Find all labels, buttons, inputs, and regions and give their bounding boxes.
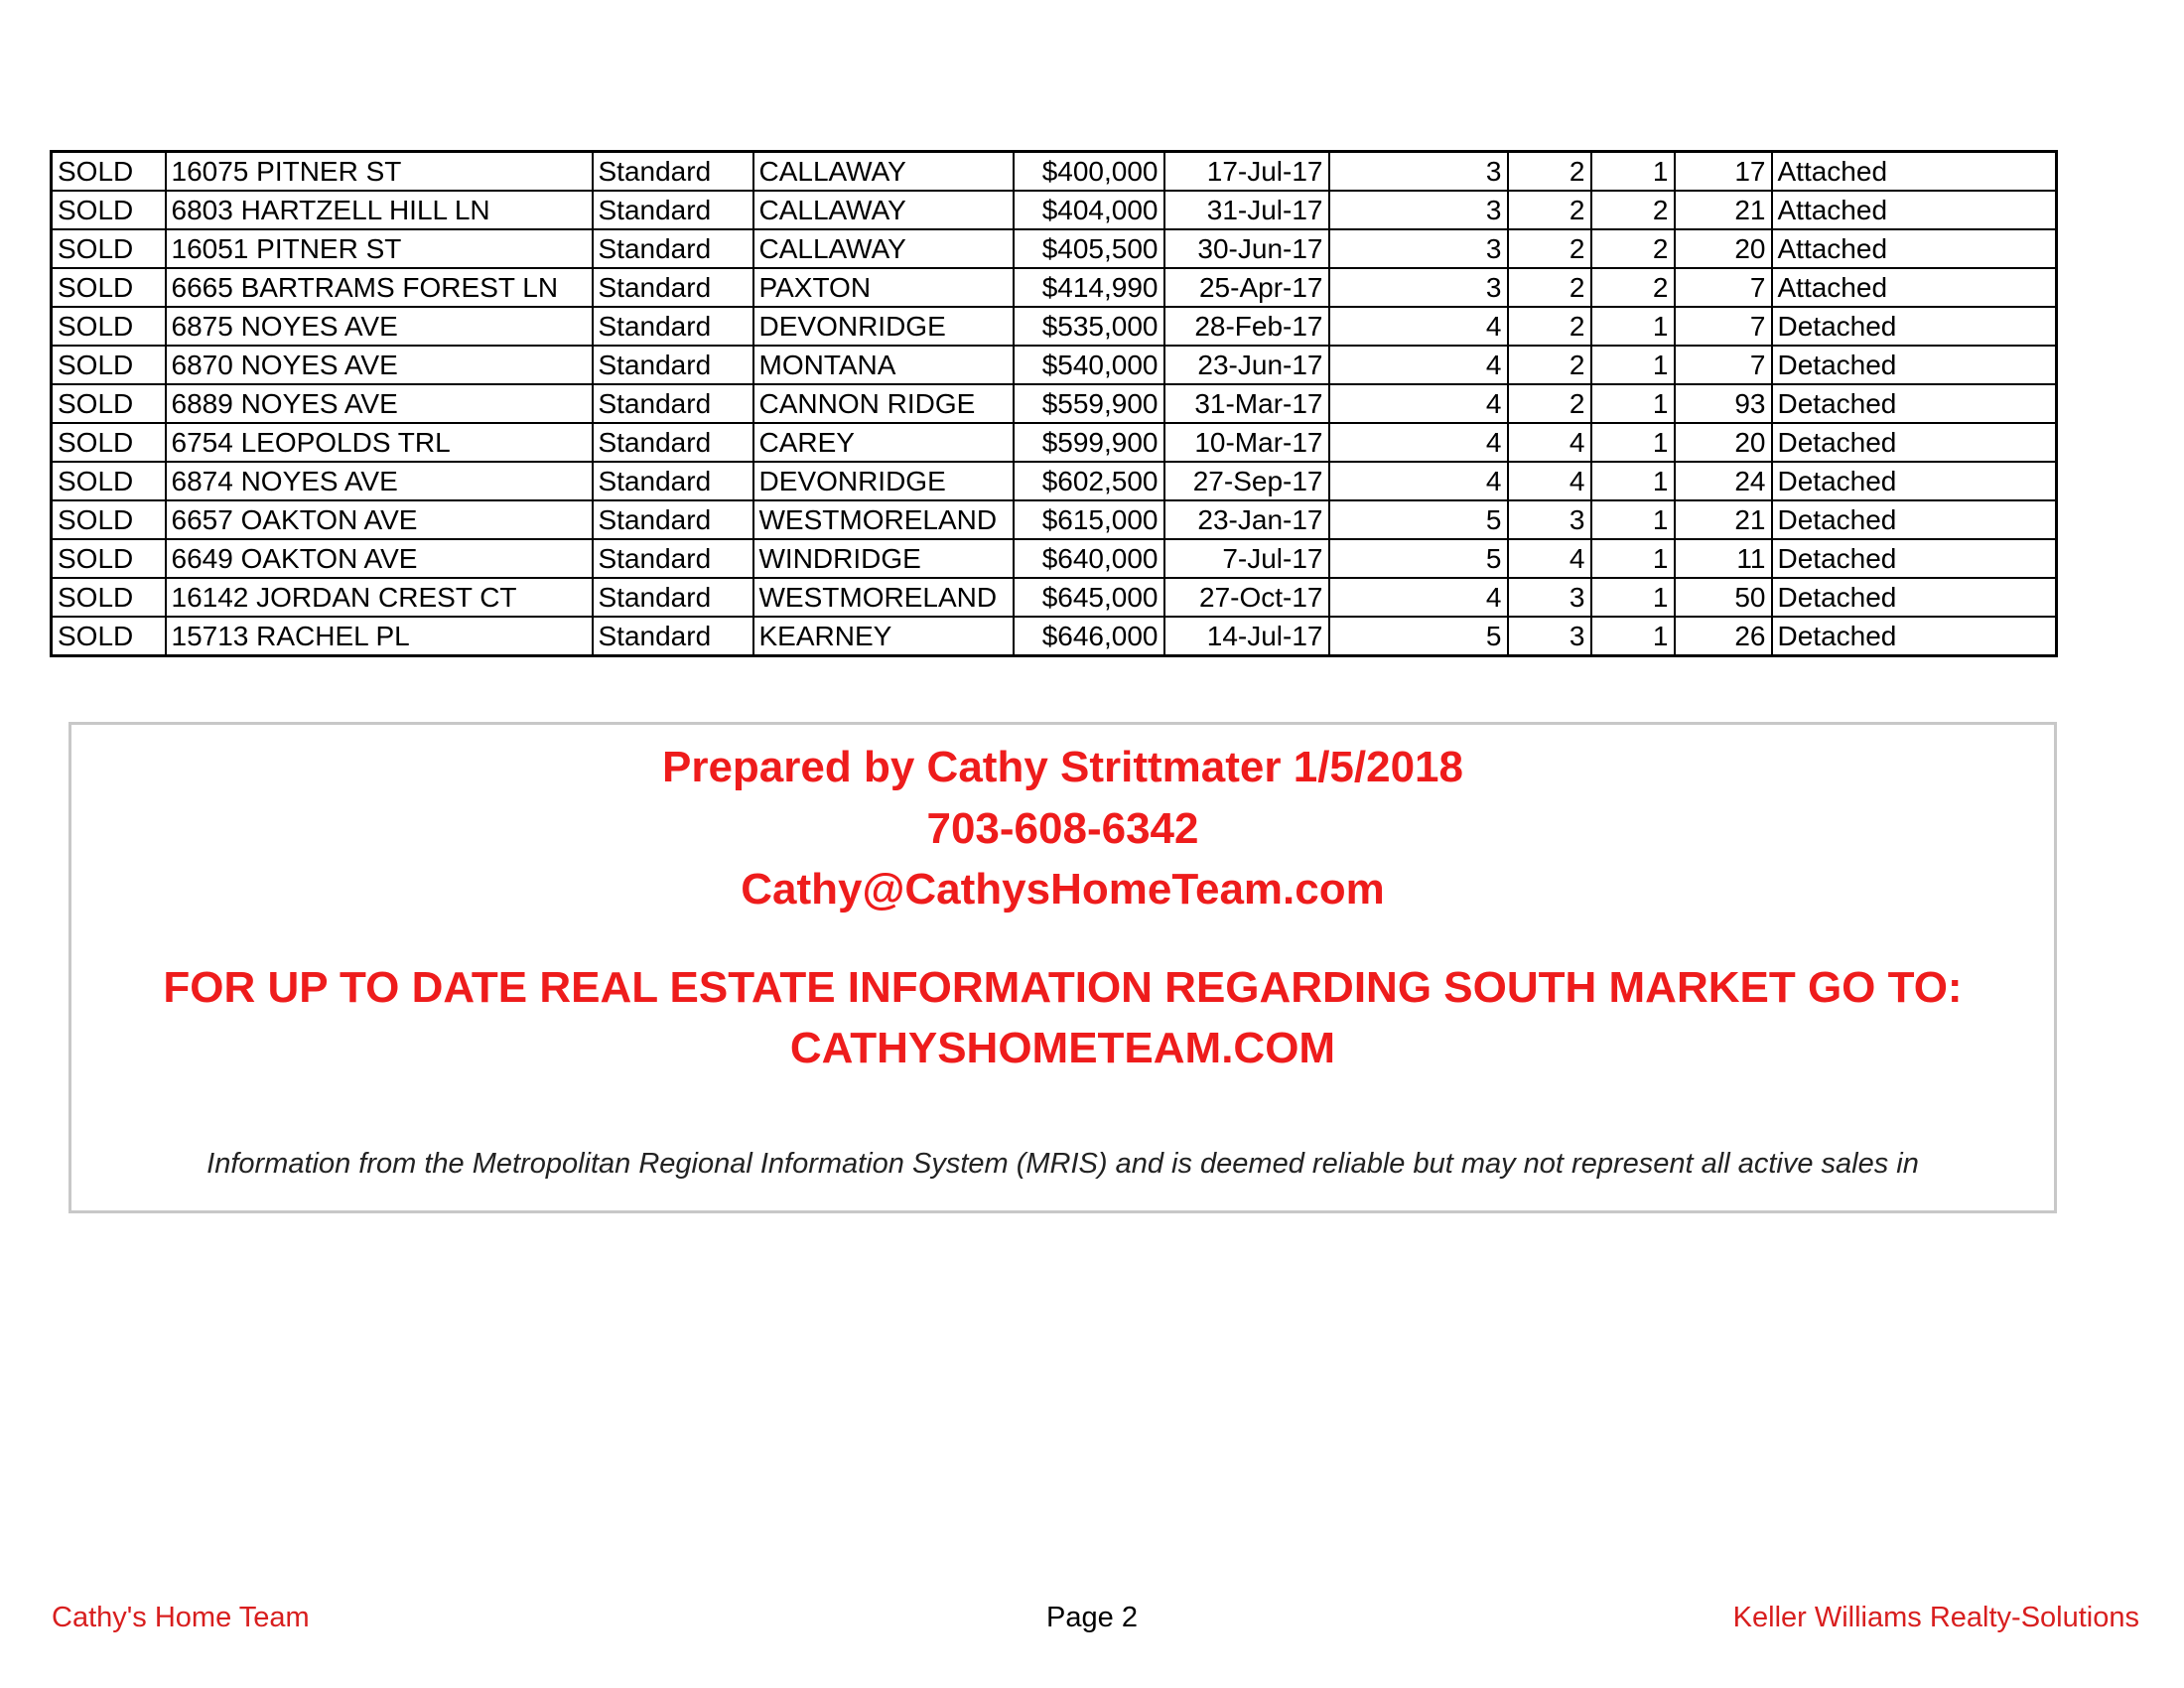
cell-style: Attached [1772, 191, 2057, 229]
cell-date: 31-Mar-17 [1164, 384, 1329, 423]
cell-address: 6754 LEOPOLDS TRL [166, 423, 593, 462]
cell-subdivision: CAREY [753, 423, 1014, 462]
cell-days-on-market: 7 [1675, 346, 1772, 384]
cell-address: 16142 JORDAN CREST CT [166, 578, 593, 617]
cell-full-baths: 2 [1508, 346, 1591, 384]
cell-style: Detached [1772, 578, 2057, 617]
cell-date: 28-Feb-17 [1164, 307, 1329, 346]
cell-full-baths: 2 [1508, 268, 1591, 307]
cell-full-baths: 2 [1508, 191, 1591, 229]
cell-date: 25-Apr-17 [1164, 268, 1329, 307]
cell-sale-type: Standard [593, 617, 753, 656]
cell-half-baths: 1 [1591, 462, 1675, 500]
table-row [52, 539, 2057, 578]
cell-address: 6649 OAKTON AVE [166, 539, 593, 578]
cell-half-baths: 2 [1591, 268, 1675, 307]
table-row [52, 191, 2057, 229]
cell-style: Detached [1772, 462, 2057, 500]
cell-status: SOLD [52, 423, 166, 462]
footer-team-name: Cathy's Home Team [52, 1602, 310, 1633]
cell-beds: 4 [1329, 346, 1508, 384]
cell-address: 6889 NOYES AVE [166, 384, 593, 423]
cell-beds: 3 [1329, 191, 1508, 229]
cell-half-baths: 1 [1591, 617, 1675, 656]
cell-address: 15713 RACHEL PL [166, 617, 593, 656]
cell-beds: 3 [1329, 229, 1508, 268]
cell-date: 23-Jan-17 [1164, 500, 1329, 539]
cell-full-baths: 2 [1508, 384, 1591, 423]
cell-style: Detached [1772, 617, 2057, 656]
cell-style: Detached [1772, 307, 2057, 346]
cell-days-on-market: 17 [1675, 152, 1772, 192]
prepared-by-line: Prepared by Cathy Strittmater 1/5/2018 [661, 743, 1464, 791]
cell-sale-type: Standard [593, 423, 753, 462]
cell-price: $615,000 [1014, 500, 1164, 539]
cell-sale-type: Standard [593, 578, 753, 617]
cell-half-baths: 2 [1591, 229, 1675, 268]
cell-subdivision: DEVONRIDGE [753, 307, 1014, 346]
cell-beds: 4 [1329, 384, 1508, 423]
cell-subdivision: PAXTON [753, 268, 1014, 307]
footer-brokerage: Keller Williams Realty-Solutions [1732, 1602, 2139, 1633]
cell-status: SOLD [52, 617, 166, 656]
cell-style: Detached [1772, 384, 2057, 423]
cell-days-on-market: 24 [1675, 462, 1772, 500]
cell-sale-type: Standard [593, 229, 753, 268]
cell-subdivision: CANNON RIDGE [753, 384, 1014, 423]
cell-style: Detached [1772, 423, 2057, 462]
cell-full-baths: 4 [1508, 462, 1591, 500]
cell-days-on-market: 26 [1675, 617, 1772, 656]
cell-sale-type: Standard [593, 152, 753, 192]
cell-full-baths: 2 [1508, 152, 1591, 192]
cell-status: SOLD [52, 578, 166, 617]
cell-full-baths: 2 [1508, 307, 1591, 346]
cell-status: SOLD [52, 191, 166, 229]
cell-subdivision: CALLAWAY [753, 191, 1014, 229]
cell-full-baths: 3 [1508, 617, 1591, 656]
cell-beds: 3 [1329, 152, 1508, 192]
phone-number: 703-608-6342 [926, 804, 1199, 853]
email-address: Cathy@CathysHomeTeam.com [741, 865, 1385, 914]
cell-half-baths: 1 [1591, 500, 1675, 539]
cell-sale-type: Standard [593, 191, 753, 229]
cell-days-on-market: 21 [1675, 500, 1772, 539]
cell-address: 6875 NOYES AVE [166, 307, 593, 346]
promo-website: CATHYSHOMETEAM.COM [789, 1024, 1336, 1072]
cell-price: $645,000 [1014, 578, 1164, 617]
cell-style: Attached [1772, 152, 2057, 192]
cell-status: SOLD [52, 462, 166, 500]
disclaimer-text: Information from the Metropolitan Regional Information System (MRIS) and is deemed reliable but may not represent all active sales in [206, 1148, 1919, 1180]
cell-days-on-market: 7 [1675, 307, 1772, 346]
cell-sale-type: Standard [593, 307, 753, 346]
cell-status: SOLD [52, 152, 166, 192]
cell-price: $646,000 [1014, 617, 1164, 656]
cell-beds: 4 [1329, 423, 1508, 462]
cell-date: 23-Jun-17 [1164, 346, 1329, 384]
cell-beds: 5 [1329, 500, 1508, 539]
cell-subdivision: WINDRIDGE [753, 539, 1014, 578]
table-row [52, 500, 2057, 539]
cell-half-baths: 1 [1591, 578, 1675, 617]
cell-style: Detached [1772, 539, 2057, 578]
cell-address: 6665 BARTRAMS FOREST LN [166, 268, 593, 307]
cell-status: SOLD [52, 307, 166, 346]
info-box [68, 722, 2057, 1213]
cell-sale-type: Standard [593, 462, 753, 500]
cell-price: $414,990 [1014, 268, 1164, 307]
table-row [52, 423, 2057, 462]
cell-full-baths: 2 [1508, 229, 1591, 268]
table-row [52, 268, 2057, 307]
cell-days-on-market: 20 [1675, 423, 1772, 462]
cell-date: 31-Jul-17 [1164, 191, 1329, 229]
cell-status: SOLD [52, 346, 166, 384]
cell-subdivision: MONTANA [753, 346, 1014, 384]
cell-subdivision: CALLAWAY [753, 152, 1014, 192]
cell-half-baths: 1 [1591, 384, 1675, 423]
cell-half-baths: 1 [1591, 307, 1675, 346]
cell-status: SOLD [52, 229, 166, 268]
cell-style: Detached [1772, 346, 2057, 384]
cell-status: SOLD [52, 539, 166, 578]
cell-days-on-market: 11 [1675, 539, 1772, 578]
cell-price: $602,500 [1014, 462, 1164, 500]
cell-price: $640,000 [1014, 539, 1164, 578]
cell-status: SOLD [52, 500, 166, 539]
cell-status: SOLD [52, 268, 166, 307]
cell-address: 16051 PITNER ST [166, 229, 593, 268]
cell-style: Detached [1772, 500, 2057, 539]
cell-price: $540,000 [1014, 346, 1164, 384]
cell-sale-type: Standard [593, 268, 753, 307]
cell-days-on-market: 20 [1675, 229, 1772, 268]
cell-beds: 5 [1329, 539, 1508, 578]
cell-full-baths: 4 [1508, 539, 1591, 578]
cell-sale-type: Standard [593, 346, 753, 384]
cell-sale-type: Standard [593, 539, 753, 578]
table-row [52, 384, 2057, 423]
cell-date: 27-Oct-17 [1164, 578, 1329, 617]
cell-address: 6870 NOYES AVE [166, 346, 593, 384]
cell-date: 27-Sep-17 [1164, 462, 1329, 500]
table-row [52, 307, 2057, 346]
cell-half-baths: 1 [1591, 152, 1675, 192]
cell-price: $535,000 [1014, 307, 1164, 346]
cell-full-baths: 3 [1508, 500, 1591, 539]
cell-subdivision: CALLAWAY [753, 229, 1014, 268]
cell-sale-type: Standard [593, 384, 753, 423]
cell-date: 30-Jun-17 [1164, 229, 1329, 268]
cell-beds: 4 [1329, 462, 1508, 500]
cell-price: $400,000 [1014, 152, 1164, 192]
cell-date: 14-Jul-17 [1164, 617, 1329, 656]
cell-subdivision: WESTMORELAND [753, 578, 1014, 617]
cell-days-on-market: 50 [1675, 578, 1772, 617]
cell-half-baths: 2 [1591, 191, 1675, 229]
table-row [52, 229, 2057, 268]
table-row [52, 346, 2057, 384]
cell-half-baths: 1 [1591, 539, 1675, 578]
table-row [52, 617, 2057, 656]
table-row [52, 462, 2057, 500]
cell-subdivision: DEVONRIDGE [753, 462, 1014, 500]
cell-full-baths: 4 [1508, 423, 1591, 462]
cell-days-on-market: 7 [1675, 268, 1772, 307]
cell-half-baths: 1 [1591, 423, 1675, 462]
cell-price: $405,500 [1014, 229, 1164, 268]
cell-half-baths: 1 [1591, 346, 1675, 384]
cell-beds: 3 [1329, 268, 1508, 307]
cell-date: 10-Mar-17 [1164, 423, 1329, 462]
cell-price: $559,900 [1014, 384, 1164, 423]
cell-subdivision: WESTMORELAND [753, 500, 1014, 539]
cell-style: Attached [1772, 268, 2057, 307]
cell-subdivision: KEARNEY [753, 617, 1014, 656]
cell-address: 16075 PITNER ST [166, 152, 593, 192]
cell-days-on-market: 21 [1675, 191, 1772, 229]
cell-address: 6803 HARTZELL HILL LN [166, 191, 593, 229]
cell-price: $599,900 [1014, 423, 1164, 462]
cell-address: 6657 OAKTON AVE [166, 500, 593, 539]
cell-full-baths: 3 [1508, 578, 1591, 617]
cell-beds: 4 [1329, 307, 1508, 346]
cell-sale-type: Standard [593, 500, 753, 539]
cell-date: 17-Jul-17 [1164, 152, 1329, 192]
promo-line-1: FOR UP TO DATE REAL ESTATE INFORMATION REGARDING SOUTH MARKET GO TO: [163, 963, 1963, 1012]
cell-beds: 4 [1329, 578, 1508, 617]
cell-address: 6874 NOYES AVE [166, 462, 593, 500]
cell-status: SOLD [52, 384, 166, 423]
footer-page-number: Page 2 [1046, 1602, 1138, 1633]
table-row [52, 152, 2057, 192]
cell-date: 7-Jul-17 [1164, 539, 1329, 578]
cell-beds: 5 [1329, 617, 1508, 656]
cell-days-on-market: 93 [1675, 384, 1772, 423]
listings-table-body [52, 152, 2057, 656]
listings-table [50, 150, 2058, 657]
table-row [52, 578, 2057, 617]
cell-style: Attached [1772, 229, 2057, 268]
cell-price: $404,000 [1014, 191, 1164, 229]
